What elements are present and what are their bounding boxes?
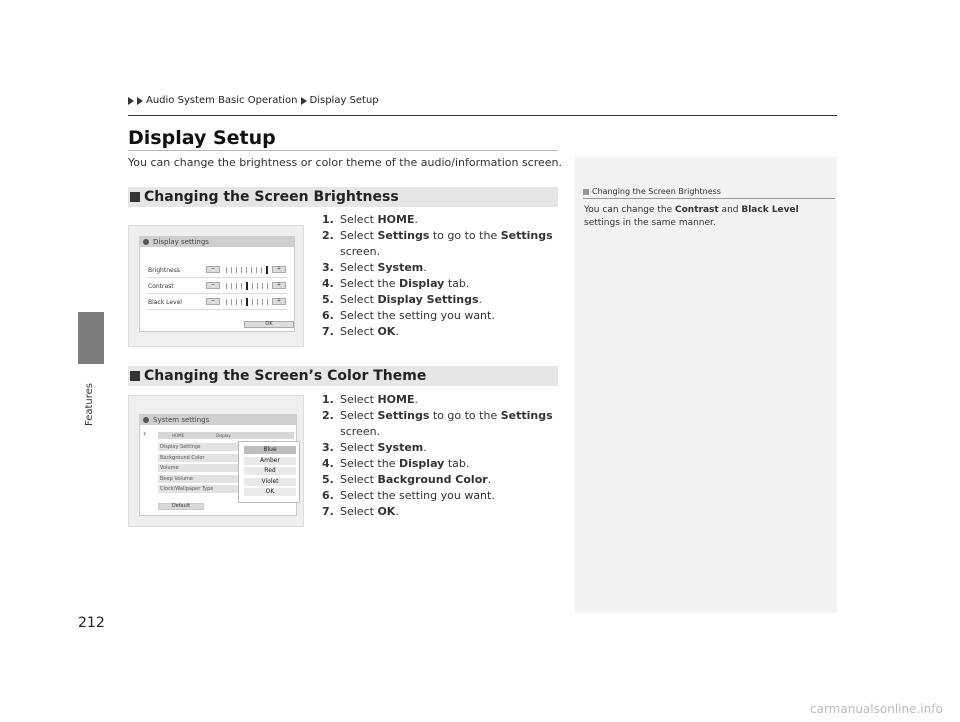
back-icon	[143, 239, 149, 245]
step-text: Select Settings to go to the Settings screen.	[340, 229, 553, 258]
step-text: Select Background Color.	[340, 473, 492, 486]
step-item	[322, 408, 555, 440]
level-ticks[interactable]	[226, 266, 273, 274]
triangle-icon	[301, 97, 307, 105]
level-tick	[231, 283, 232, 289]
minus-button[interactable]: −	[206, 266, 220, 273]
level-tick	[267, 283, 268, 289]
step-item	[322, 292, 555, 308]
step-item	[322, 308, 555, 324]
step-text: Select the Display tab.	[340, 277, 470, 290]
step-item	[322, 212, 555, 228]
side-label: Features	[84, 383, 95, 426]
minus-button[interactable]: −	[206, 298, 220, 305]
level-ticks[interactable]	[226, 282, 273, 290]
system-settings-panel	[139, 414, 297, 516]
minus-button[interactable]: −	[206, 282, 220, 289]
chevron-left-icon[interactable]: ‹	[143, 429, 147, 438]
breadcrumb-part: Audio System Basic Operation	[146, 95, 298, 106]
background-color-options	[238, 441, 300, 503]
level-tick	[231, 299, 232, 305]
panel-header: Display settings	[140, 237, 294, 247]
step-number: 5.	[322, 473, 334, 486]
level-tick	[257, 283, 258, 289]
step-number: 7.	[322, 505, 334, 518]
step-number: 6.	[322, 309, 334, 322]
note-rule	[583, 198, 835, 199]
step-text: Select Settings to go to the Settings screen.	[340, 409, 553, 438]
watermark: carmanualsonline.info	[810, 702, 943, 716]
step-item	[322, 488, 555, 504]
step-number: 3.	[322, 441, 334, 454]
color-option[interactable]: Red	[244, 467, 296, 475]
color-option[interactable]: Violet	[244, 478, 296, 486]
color-option[interactable]: OK	[244, 488, 296, 496]
page-number: 212	[78, 615, 105, 631]
level-ticks[interactable]	[226, 298, 273, 306]
step-item	[322, 228, 555, 260]
step-number: 1.	[322, 393, 334, 406]
back-icon	[143, 417, 149, 423]
step-item	[322, 260, 555, 276]
step-text: Select System.	[340, 441, 427, 454]
level-tick	[267, 299, 268, 305]
screenshot-system-settings	[128, 395, 304, 527]
breadcrumb-part: Display Setup	[309, 95, 379, 106]
plus-button[interactable]: +	[272, 298, 286, 305]
step-text: Select the setting you want.	[340, 489, 495, 502]
section-heading-brightness: Changing the Screen Brightness	[128, 187, 558, 207]
step-item	[322, 324, 555, 340]
level-tick	[257, 299, 258, 305]
level-tick	[226, 283, 227, 289]
level-tick	[236, 283, 237, 289]
level-tick	[226, 267, 227, 273]
menu-item[interactable]: Clock/Wallpaper Type	[158, 485, 238, 493]
level-tick	[252, 283, 253, 289]
square-bullet-icon	[130, 371, 140, 381]
level-tick	[241, 267, 242, 273]
steps-list-color-theme	[322, 392, 555, 520]
steps-list-brightness	[322, 212, 555, 340]
step-text: Select System.	[340, 261, 427, 274]
step-number: 4.	[322, 277, 334, 290]
step-item	[322, 276, 555, 292]
level-tick	[251, 267, 252, 273]
triangle-icon	[137, 97, 143, 105]
step-text: Select Display Settings.	[340, 293, 483, 306]
step-item	[322, 472, 555, 488]
side-note	[575, 157, 837, 613]
section-tab-marker	[78, 312, 104, 364]
step-text: Select OK.	[340, 505, 399, 518]
row-divider	[148, 309, 288, 310]
setting-label: Contrast	[148, 283, 174, 290]
level-tick	[246, 267, 247, 273]
level-marker	[246, 298, 248, 306]
step-number: 7.	[322, 325, 334, 338]
level-tick	[241, 299, 242, 305]
step-text: Select HOME.	[340, 393, 418, 406]
level-tick	[252, 299, 253, 305]
section-heading-color-theme: Changing the Screen’s Color Theme	[128, 366, 558, 386]
default-button[interactable]: Default	[158, 503, 204, 510]
square-bullet-icon	[130, 192, 140, 202]
step-number: 2.	[322, 409, 334, 422]
menu-item[interactable]: Beep Volume	[158, 475, 238, 483]
screenshot-display-settings	[128, 225, 304, 347]
level-marker	[246, 282, 248, 290]
menu-item[interactable]: Volume	[158, 464, 238, 472]
ok-button[interactable]: OK	[244, 321, 294, 328]
level-tick	[226, 299, 227, 305]
step-item	[322, 504, 555, 520]
tab-bar	[158, 432, 294, 439]
header-rule	[128, 115, 837, 116]
step-number: 4.	[322, 457, 334, 470]
level-tick	[241, 283, 242, 289]
step-number: 5.	[322, 293, 334, 306]
triangle-icon	[128, 97, 134, 105]
step-text: Select OK.	[340, 325, 399, 338]
display-settings-panel	[139, 236, 295, 332]
note-icon	[583, 189, 589, 195]
level-tick	[262, 283, 263, 289]
row-divider	[148, 277, 288, 278]
panel-header: System settings	[140, 415, 296, 425]
note-heading: Changing the Screen Brightness	[583, 187, 721, 196]
step-item	[322, 440, 555, 456]
menu-item[interactable]: Display Settings	[158, 443, 238, 451]
step-number: 3.	[322, 261, 334, 274]
level-marker	[266, 266, 268, 274]
step-text: Select the setting you want.	[340, 309, 495, 322]
menu-item[interactable]: Background Color	[158, 454, 238, 462]
level-tick	[262, 299, 263, 305]
note-text: You can change the Contrast and Black Level settings in the same manner.	[584, 205, 799, 228]
title-rule	[128, 150, 558, 151]
row-divider	[148, 293, 288, 294]
step-number: 1.	[322, 213, 334, 226]
color-option[interactable]: Blue	[244, 446, 296, 454]
step-item	[322, 456, 555, 472]
intro-text: You can change the brightness or color theme of the audio/information screen.	[128, 156, 563, 169]
setting-label: Brightness	[148, 267, 180, 274]
level-tick	[256, 267, 257, 273]
tab-home[interactable]: HOME	[172, 433, 185, 438]
setting-label: Black Level	[148, 299, 182, 306]
level-tick	[231, 267, 232, 273]
level-tick	[261, 267, 262, 273]
step-number: 2.	[322, 229, 334, 242]
level-tick	[236, 267, 237, 273]
step-number: 6.	[322, 489, 334, 502]
level-tick	[236, 299, 237, 305]
plus-button[interactable]: +	[272, 266, 286, 273]
plus-button[interactable]: +	[272, 282, 286, 289]
color-option[interactable]: Amber	[244, 457, 296, 465]
breadcrumb	[128, 95, 379, 106]
step-item	[322, 392, 555, 408]
step-text: Select the Display tab.	[340, 457, 470, 470]
step-text: Select HOME.	[340, 213, 418, 226]
tab-display[interactable]: Display	[216, 433, 231, 438]
page-title: Display Setup	[128, 127, 276, 149]
